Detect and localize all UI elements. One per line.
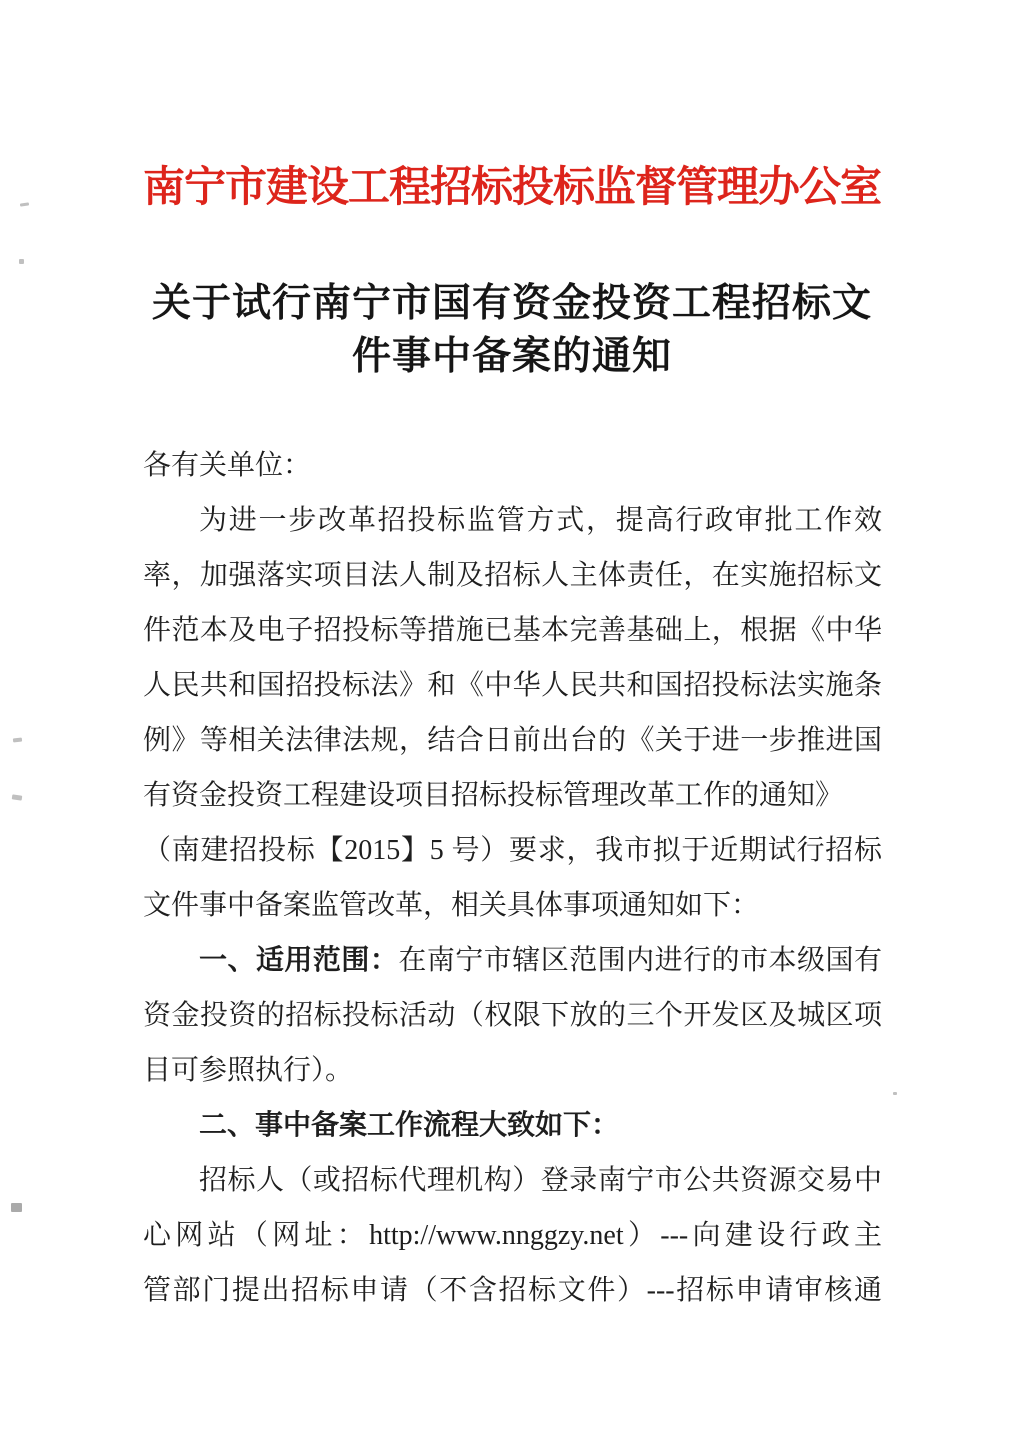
body-text: 文件事中备案监管改革，相关具体事项通知如下： [143,890,760,921]
body-text-bold: 一、适用范围： [199,945,399,976]
body-line [143,493,882,548]
body-line [143,548,882,603]
body-line [143,658,882,713]
body-line [143,768,882,823]
document-title-line-2: 件事中备案的通知 [351,335,672,378]
scan-speck [12,794,23,800]
document-body [143,438,882,1318]
body-text: 目可参照执行）。 [143,1055,354,1086]
body-line [143,823,882,878]
body-line [143,1043,882,1098]
body-text: 例》等相关法律法规，结合日前出台的《关于进一步推进国 [143,725,882,756]
scan-speck [13,738,22,743]
issuing-org-title: 南宁市建设工程招标投标监督管理办公室 [142,165,881,211]
body-line [143,988,882,1043]
scan-speck [893,1092,897,1095]
scan-speck [11,1203,22,1212]
document-title-line-1: 关于试行南宁市国有资金投资工程招标文 [151,282,872,325]
body-text: 件范本及电子招投标等措施已基本完善基础上，根据《中华 [143,615,882,646]
body-line [143,713,882,768]
body-text: 资金投资的招标投标活动（权限下放的三个开发区及城区项 [143,1000,882,1031]
scan-speck [19,259,24,264]
body-line [143,878,882,933]
body-line [143,603,882,658]
body-text: 率，加强落实项目法人制及招标人主体责任，在实施招标文 [143,560,882,591]
body-line [143,1208,882,1263]
body-text: 心网站（网址：http://www.nnggzy.net）---向建设行政主 [143,1220,882,1251]
body-text: （南建招投标【2015】5 号）要求，我市拟于近期试行招标 [143,835,882,866]
document-title [0,277,1024,383]
body-line [143,438,882,493]
body-text: 人民共和国招投标法》和《中华人民共和国招投标法实施条 [143,670,882,701]
body-text: 招标人（或招标代理机构）登录南宁市公共资源交易中 [199,1165,882,1196]
body-line [143,933,882,988]
body-text: 为进一步改革招投标监管方式，提高行政审批工作效 [199,505,882,536]
body-text-bold: 二、事中备案工作流程大致如下： [199,1110,620,1141]
body-text: 有资金投资工程建设项目招标投标管理改革工作的通知》 [143,780,844,811]
body-text: 各有关单位： [143,450,312,481]
body-line [143,1098,882,1153]
body-line [143,1153,882,1208]
body-line [143,1263,882,1318]
body-text: 管部门提出招标申请（不含招标文件）---招标申请审核通 [143,1275,882,1306]
body-text: 在南宁市辖区范围内进行的市本级国有 [398,945,882,976]
